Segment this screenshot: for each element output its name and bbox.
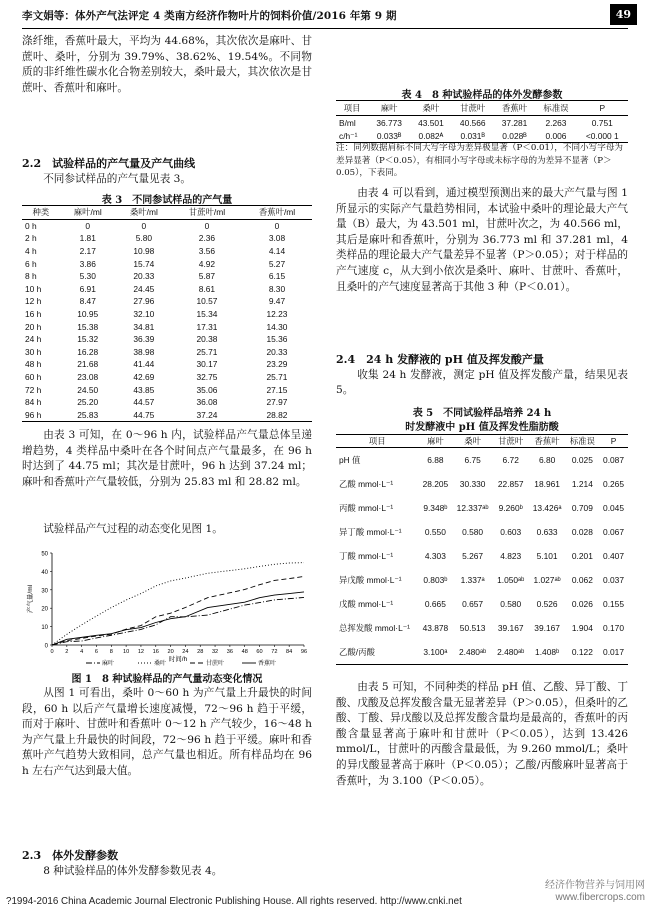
table-5-cell: 0.170 (603, 623, 624, 633)
table-5-body (336, 448, 628, 665)
table-3-row (22, 333, 312, 346)
table-3-cell: 16 h (25, 309, 42, 320)
table-4-header-cell: P (599, 103, 606, 113)
table-5-cell: 13.426ᵃ (532, 503, 562, 513)
table-5-cell: 戊酸 mmol·L⁻¹ (339, 599, 394, 609)
y-tick-label: 0 (44, 643, 48, 650)
table-3-cell: 96 h (25, 409, 42, 420)
table-5-cell: 0.580 (462, 527, 484, 537)
table-3-row (22, 320, 312, 333)
x-tick-label: 20 (167, 649, 174, 655)
table-5-header-cell: 甘蔗叶 (498, 436, 524, 446)
table-3-cell: 15.38 (77, 321, 99, 332)
table-3-header-cell: 麻叶/ml (73, 207, 102, 218)
table-5-cell: 39.167 (497, 623, 524, 633)
figure-1 (22, 545, 312, 670)
table-3-cell: 24.50 (77, 384, 99, 395)
table-5-cell: 总挥发酸 mmol·L⁻¹ (339, 623, 410, 633)
section-heading-2-3: 2.3 体外发酵参数 (22, 849, 119, 862)
table-5-cell: 0.550 (424, 527, 446, 537)
table-3-cell: 27.97 (266, 397, 288, 408)
table-5-cell: 0.062 (571, 575, 593, 585)
table-5-cell: 6.72 (502, 455, 519, 465)
table-5-row (336, 544, 628, 568)
table-3-cell: 21.68 (77, 359, 99, 370)
table-4-body (336, 116, 628, 143)
table-4-cell: <0.000 1 (585, 130, 619, 141)
table-4-cell: 0.031ᴮ (460, 130, 485, 141)
table-3-cell: 2.17 (79, 246, 96, 257)
table-5-cell: 0.580 (500, 599, 522, 609)
table-5-cell: 0.633 (536, 527, 558, 537)
table-3-cell: 42.69 (133, 372, 155, 383)
table-3-cell: 3.56 (198, 246, 216, 257)
table-5-cell: 28.205 (422, 479, 449, 489)
y-tick-label: 40 (41, 569, 48, 576)
table-5-cell: 0.201 (571, 551, 593, 561)
table-3-cell: 15.32 (77, 334, 99, 345)
table-4-header-row (336, 101, 628, 116)
table-5-cell: 0.265 (603, 479, 624, 489)
table-5-cell: 1.904 (571, 623, 593, 633)
section-heading-2-4: 2.4 24 h 发酵液的 pH 值及挥发酸产量 (336, 353, 544, 366)
table-5-header-cell: 标准误 (569, 436, 595, 446)
section-2-3-text: 8 种试验样品的体外发酵参数见表 4。 (43, 864, 223, 877)
x-tick-label: 28 (197, 649, 204, 655)
table-3-cell: 8 h (25, 271, 37, 282)
legend-label-3: 香蕉叶 (258, 661, 277, 667)
table-3-cell: 20.33 (266, 346, 288, 357)
table-3-row (22, 371, 312, 384)
table-5-row (336, 472, 628, 496)
table-4-note: 注：同列数据肩标不同大写字母为差异极显著（P＜0.01），不同小写字母为差异显著（P＜0.05），有相同小写字母或未标字母的为差异不显著（P＞0.05），下表同。 (336, 143, 624, 178)
table-5-cell: 0.709 (571, 503, 593, 513)
table-5-header-cell: 麻叶 (427, 436, 444, 446)
x-tick-label: 36 (226, 649, 233, 655)
table-3-cell: 27.15 (266, 384, 288, 395)
table-4-cell: 0.082ᴬ (418, 130, 444, 141)
table-3-cell: 6.91 (79, 283, 96, 294)
table-5-cell: 1.337ᵃ (460, 575, 485, 585)
table-5-row (336, 568, 628, 592)
table-3-cell: 2.36 (198, 233, 216, 244)
series-line-1 (52, 563, 304, 645)
table-5 (336, 434, 628, 665)
table-3-row (22, 396, 312, 409)
table-3-cell: 0 (274, 220, 280, 231)
x-tick-label: 32 (211, 649, 219, 655)
y-tick-label: 30 (41, 588, 48, 595)
watermark (545, 880, 645, 904)
table-5-cell: 6.80 (538, 455, 556, 465)
table-3-cell: 10 h (25, 283, 42, 294)
x-tick-label: 24 (182, 649, 189, 655)
series-line-2 (52, 576, 304, 645)
table-3-caption: 表 3 不同参试样品的产气量 (101, 195, 233, 206)
x-tick-label: 12 (137, 649, 145, 655)
table-4-cell: 0.751 (591, 117, 613, 128)
y-axis-label: 产气量/ml (27, 584, 34, 614)
y-tick-label: 10 (41, 625, 48, 632)
left-para-4: 从图 1 可看出，桑叶 0～60 h 为产气量上升最快的时间段，60 h 以后产气量增长速度减慢，72～96 h 趋于平缓，而对于麻叶、甘蔗叶和香蕉叶 0～12 h 产气较少，16～48 h 为产气量上升最快的时间段，72～96 h 趋于平缓。麻叶和香蕉叶产气趋势大致相同，总产气量也相近。所有样品均在 96 h 左右产气达到最大值。 (22, 687, 312, 777)
table-5-cell: 0.028 (571, 527, 593, 537)
table-3-cell: 30 h (25, 346, 42, 357)
section-2-4 (336, 352, 628, 399)
table-5-cell: 0.045 (603, 503, 624, 513)
table-4-header-cell: 麻叶 (380, 103, 398, 113)
table-5-row (336, 496, 628, 520)
table-3-row (22, 383, 312, 396)
page-number: 49 (610, 4, 637, 25)
copyright-footer: ?1994-2016 China Academic Journal Electronic Publishing House. All rights reserved. http://www.cnki.net (6, 896, 462, 907)
table-3-cell: 0 (141, 220, 147, 231)
table-3-cell: 43.85 (133, 384, 155, 395)
table-3-cell: 5.80 (135, 233, 153, 244)
table-3-cell: 9.47 (268, 296, 286, 307)
table-3-cell: 8.47 (79, 296, 96, 307)
table-3-cell: 2 h (25, 233, 37, 244)
table-3-cell: 25.71 (196, 346, 218, 357)
table-5-cell: 2.480ᵃᵇ (458, 647, 487, 657)
table-4-header-cell: 项目 (343, 103, 361, 113)
table-3-cell: 20 h (25, 321, 42, 332)
table-5-cell: 丙酸 mmol·L⁻¹ (339, 503, 394, 513)
table-5-cell: 18.961 (534, 479, 560, 489)
watermark-line-2: www.fibercrops.com (555, 892, 645, 903)
left-para-2: 由表 3 可知，在 0～96 h 内，试验样品产气量总体呈递增趋势，4 类样品中桑叶在各个时间点产气量最多，在 96 h 时达到了 44.75 ml；其次是甘蔗叶，96 h 达到 37.24 ml；麻叶和香蕉叶产气量较低，分别为 25.83 ml 和 28.82 ml。 (22, 429, 312, 488)
table-3-cell: 0 h (25, 220, 37, 231)
gas-production-chart (22, 545, 312, 670)
y-tick-label: 50 (41, 551, 48, 558)
x-tick-label: 84 (286, 649, 293, 655)
table-3-cell: 6.15 (268, 271, 286, 282)
table-3-cell: 12 h (25, 296, 42, 307)
table-3-cell: 72 h (25, 384, 42, 395)
table-4-row (336, 129, 628, 143)
table-5-row (336, 616, 628, 640)
table-5-cell: 丁酸 mmol·L⁻¹ (339, 551, 394, 561)
table-5-cell: 22.857 (497, 479, 524, 489)
table-5-cell: 0.407 (603, 551, 624, 561)
table-4-caption: 表 4 8 种试验样品的体外发酵参数 (401, 90, 563, 101)
left-para-3: 试验样品产气过程的动态变化见图 1。 (43, 523, 223, 535)
table-3-cell: 34.81 (133, 321, 155, 332)
table-3-row (22, 308, 312, 321)
table-3-cell: 16.28 (77, 346, 99, 357)
table-5-header-cell: 桑叶 (464, 436, 481, 446)
table-5-row (336, 448, 628, 473)
x-tick-label: 16 (152, 649, 159, 655)
table-4-header-cell: 标准误 (543, 103, 569, 113)
table-5-cell: 6.88 (427, 455, 444, 465)
table-5-cell: 0.017 (603, 647, 624, 657)
table-3-cell: 1.81 (79, 233, 96, 244)
table-4-cell: 0.006 (545, 130, 567, 141)
table-3 (22, 205, 312, 422)
table-4-cell: 36.773 (376, 117, 402, 128)
table-3-cell: 3.86 (79, 258, 96, 269)
table-3-header-cell: 香蕉叶/ml (258, 207, 296, 218)
table-5-cell: 5.267 (462, 551, 484, 561)
table-3-cell: 0 (85, 220, 91, 231)
table-5-wrap (336, 434, 628, 665)
table-3-cell: 25.83 (77, 409, 99, 420)
table-3-cell: 32.75 (196, 372, 218, 383)
table-3-cell: 10.98 (133, 246, 155, 257)
table-5-cell: 0.087 (603, 455, 624, 465)
table-5-cell: 43.878 (422, 623, 449, 633)
table-3-row (22, 257, 312, 270)
table-5-cell: 0.603 (500, 527, 522, 537)
table-3-cell: 27.96 (133, 296, 155, 307)
table-4-header-cell: 香蕉叶 (501, 103, 528, 113)
table-3-row (22, 358, 312, 371)
table-5-cell: 4.823 (500, 551, 522, 561)
table-5-cell: 1.408ᵇ (535, 647, 560, 657)
table-5-cell: 3.100ᵃ (423, 647, 448, 657)
table-4-cell: 2.263 (545, 117, 567, 128)
x-tick-label: 2 (65, 649, 69, 655)
table-3-cell: 12.23 (266, 309, 288, 320)
x-tick-label: 10 (123, 649, 130, 655)
table-5-cell: 乙酸/丙酸 (339, 647, 375, 657)
table-5-row (336, 520, 628, 544)
table-5-cell: 1.027ᵃᵇ (533, 575, 561, 585)
table-5-cell: 9.260ᵇ (498, 503, 523, 513)
table-3-cell: 25.20 (77, 397, 99, 408)
x-tick-label: 60 (256, 649, 263, 655)
table-5-cell: 39.167 (534, 623, 560, 633)
table-3-row (22, 346, 312, 359)
table-5-cell: 1.050ᵃᵇ (497, 575, 525, 585)
table-3-header-cell: 桑叶/ml (129, 207, 158, 218)
table-5-cell: 5.101 (536, 551, 558, 561)
table-3-cell: 38.98 (133, 346, 155, 357)
section-2-2-text: 不同参试样品的产气量见表 3。 (43, 172, 192, 185)
table-5-cell: 30.330 (459, 479, 486, 489)
legend-label-1: 桑叶 (154, 661, 167, 667)
table-3-cell: 4.14 (268, 246, 286, 257)
table-5-cell: 异丁酸 mmol·L⁻¹ (339, 527, 402, 537)
table-3-cell: 20.33 (133, 271, 155, 282)
table-3-body (22, 219, 312, 422)
table-5-cell: 异戊酸 mmol·L⁻¹ (339, 575, 402, 585)
table-3-cell: 48 h (25, 359, 42, 370)
table-5-caption-2: 时发酵液中 pH 值及挥发性脂肪酸 (405, 422, 559, 433)
table-5-header-cell: 项目 (368, 436, 386, 446)
table-3-cell: 0 (204, 220, 210, 231)
x-tick-label: 8 (109, 649, 113, 655)
table-3-cell: 30.17 (196, 359, 218, 370)
table-5-row (336, 592, 628, 616)
table-4-cell: 0.028ᴮ (502, 130, 527, 141)
right-para-1: 由表 4 可以看到，通过模型预测出来的最大产气量与图 1 所显示的实际产气量趋势相同，本试验中桑叶的理论最大产气量（B）最大，为 43.501 ml，甘蔗叶次之，为 40.566 ml，其后是麻叶和香蕉叶，分别为 36.773 ml 和 37.281 ml，4 类样品的理论最大产气量差异不显著（P＞0.05）；对于样品的产气速度 c，从大到小依次是桑叶、麻叶、甘蔗叶、香蕉叶，且桑叶的产气速度显著高于其他 3 种（P＜0.01）。 (336, 187, 628, 293)
section-2-3 (22, 848, 312, 879)
table-3-row (22, 270, 312, 283)
table-3-row (22, 245, 312, 258)
table-5-cell: 0.526 (536, 599, 558, 609)
table-5-header-cell: P (610, 436, 617, 446)
table-5-cell: 0.657 (462, 599, 484, 609)
table-5-cell: pH 值 (339, 455, 361, 465)
table-5-cell: 1.214 (571, 479, 593, 489)
table-3-cell: 3.08 (268, 233, 286, 244)
table-3-cell: 44.57 (133, 397, 155, 408)
table-3-cell: 24.45 (133, 283, 155, 294)
table-3-cell: 15.74 (133, 258, 155, 269)
table-4-cell: 37.281 (501, 117, 528, 128)
chart-axes (25, 552, 307, 664)
watermark-line-1: 经济作物营养与饲用网 (545, 880, 645, 891)
table-3-cell: 10.95 (77, 309, 99, 320)
table-5-cell: 0.665 (424, 599, 446, 609)
chart-series (52, 563, 304, 645)
section-2-4-text: 收集 24 h 发酵液，测定 pH 值及挥发酸产量，结果见表 5。 (336, 368, 628, 397)
table-3-header-row (22, 206, 312, 220)
legend-label-2: 甘蔗叶 (206, 661, 225, 667)
running-header: 李文娟等：体外产气法评定 4 类南方经济作物叶片的饲料价值/2016 年第 9 期 (22, 10, 397, 22)
table-3-cell: 8.61 (198, 283, 216, 294)
table-3-header-cell: 甘蔗叶/ml (188, 207, 226, 218)
table-5-cell: 乙酸 mmol·L⁻¹ (339, 479, 394, 489)
table-3-cell: 20.38 (196, 334, 218, 345)
table-5-cell: 0.026 (571, 599, 593, 609)
table-5-cell: 50.513 (459, 623, 486, 633)
table-5-cell: 4.303 (424, 551, 446, 561)
table-5-header-row (336, 435, 628, 448)
table-3-cell: 15.36 (266, 334, 288, 345)
table-3-cell: 23.08 (77, 372, 99, 383)
table-4-wrap (336, 100, 628, 143)
table-4-cell: 43.501 (418, 117, 444, 128)
right-para-2: 由表 5 可知，不同种类的样品 pH 值、乙酸、异丁酸、丁酸、戊酸及总挥发酸含量无显著差异（P＞0.05），但桑叶的乙酸、丁酸、异戊酸以及总挥发酸含量均是最高的，香蕉叶的丙酸含量显著高于麻叶和甘蔗叶（P＜0.05），达到 13.426 mmol/L，甘蔗叶的丙酸含量最低，为 9.260 mmol/L；桑叶的异戊酸显著高于麻叶（P＜0.05）；乙酸/丙酸麻叶显著高于香蕉叶，为 3.100（P＜0.05）。 (336, 681, 628, 787)
table-3-cell: 10.57 (196, 296, 218, 307)
header-rule (22, 28, 628, 29)
table-5-cell: 0.122 (571, 647, 593, 657)
table-3-cell: 6 h (25, 258, 37, 269)
table-5-cell: 2.480ᵃᵇ (497, 647, 525, 657)
table-3-cell: 8.30 (268, 283, 286, 294)
table-3-row (22, 409, 312, 422)
table-3-cell: 5.30 (79, 271, 96, 282)
table-5-row (336, 640, 628, 665)
table-3-cell: 41.44 (133, 359, 155, 370)
x-tick-label: 4 (80, 649, 84, 655)
table-4-cell: B/ml (339, 117, 356, 128)
table-3-cell: 4.92 (198, 258, 216, 269)
table-4-cell: 40.566 (459, 117, 486, 128)
table-5-cell: 12.337ᵃᵇ (456, 503, 489, 513)
table-3-cell: 15.34 (196, 309, 218, 320)
table-3-cell: 14.30 (266, 321, 288, 332)
x-tick-label: 48 (241, 649, 248, 655)
x-tick-label: 72 (271, 649, 278, 655)
table-4-row (336, 116, 628, 130)
table-4-cell: c/h⁻¹ (339, 130, 358, 141)
table-4-header-cell: 甘蔗叶 (460, 103, 486, 113)
table-3-cell: 35.06 (196, 384, 218, 395)
table-3-header-cell: 种类 (32, 207, 50, 218)
table-3-cell: 36.39 (133, 334, 155, 345)
table-5-cell: 0.155 (603, 599, 624, 609)
table-5-cell: 0.037 (603, 575, 624, 585)
table-3-cell: 24 h (25, 334, 42, 345)
table-3-cell: 5.87 (198, 271, 216, 282)
table-3-cell: 4 h (25, 246, 37, 257)
x-tick-label: 96 (300, 649, 308, 655)
x-tick-label: 6 (94, 649, 99, 655)
table-3-cell: 17.31 (196, 321, 218, 332)
table-3-cell: 32.10 (133, 309, 155, 320)
table-4 (336, 100, 628, 143)
table-3-cell: 5.27 (268, 258, 286, 269)
y-tick-label: 20 (41, 606, 48, 613)
table-5-cell: 0.803ᵇ (423, 575, 448, 585)
table-3-row (22, 283, 312, 296)
left-para-1: 涤纤维，香蕉叶最大，平均为 44.68%，其次依次是麻叶、甘蔗叶、桑叶，分别为 39.79%、38.62%、19.54%。不同物质的非纤维性碳水化合物差别较大，桑叶最大，其次依次是甘蔗叶、香蕉叶和麻叶。 (22, 35, 312, 94)
table-5-cell: 6.75 (464, 455, 481, 465)
table-3-cell: 37.24 (196, 409, 218, 420)
table-3-wrap (22, 205, 312, 422)
table-5-cell: 0.025 (571, 455, 593, 465)
table-3-cell: 23.29 (266, 359, 288, 370)
figure-1-caption: 图 1 8 种试验样品的产气量动态变化情况 (71, 674, 263, 685)
table-3-row (22, 295, 312, 308)
legend-label-0: 麻叶 (102, 661, 115, 667)
series-line-0 (52, 597, 304, 645)
table-5-header-cell: 香蕉叶 (534, 436, 560, 446)
table-4-header-cell: 桑叶 (422, 103, 440, 113)
table-3-cell: 36.08 (196, 397, 218, 408)
table-3-cell: 44.75 (133, 409, 155, 420)
table-3-row (22, 219, 312, 232)
table-3-row (22, 232, 312, 245)
series-line-3 (52, 592, 304, 645)
table-3-cell: 84 h (25, 397, 42, 408)
table-5-cell: 0.067 (603, 527, 624, 537)
table-5-caption-1: 表 5 不同试验样品培养 24 h (412, 408, 552, 419)
table-3-cell: 28.82 (266, 409, 288, 420)
table-3-cell: 25.71 (266, 372, 288, 383)
section-heading-2-2: 2.2 试验样品的产气量及产气曲线 (22, 157, 196, 170)
table-4-cell: 0.033ᴮ (376, 130, 402, 141)
table-5-cell: 9.348ᵇ (423, 503, 448, 513)
section-2-2 (22, 156, 312, 187)
table-3-cell: 60 h (25, 372, 42, 383)
x-tick-label: 0 (50, 649, 54, 655)
x-axis-label: 时间/h (168, 656, 188, 663)
